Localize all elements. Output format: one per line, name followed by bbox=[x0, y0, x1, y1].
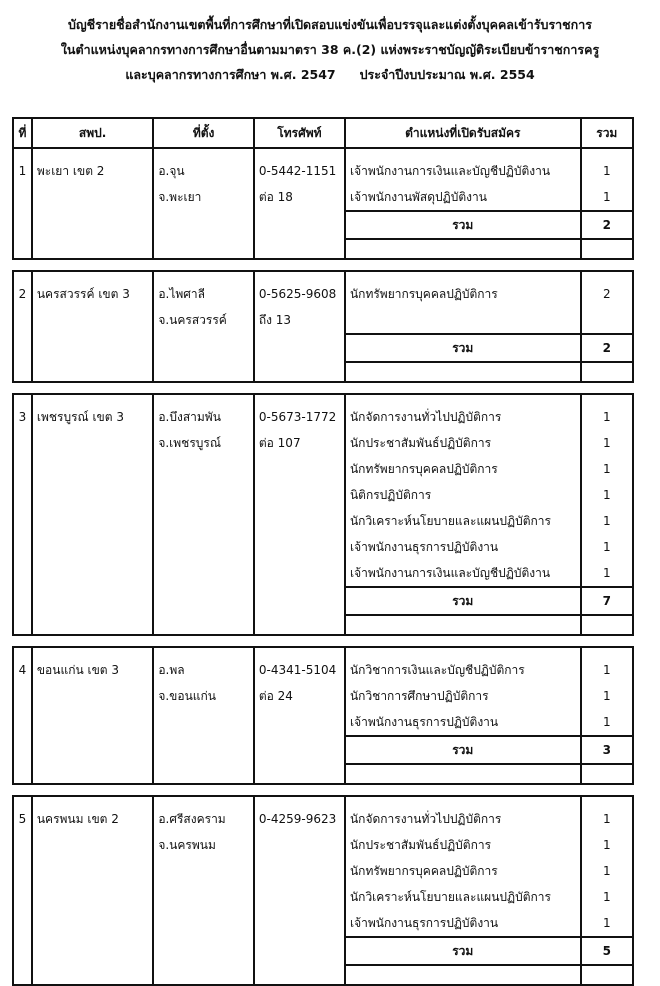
cell-position: นักวิเคราะห์นโยบายและแผนปฏิบัติการ bbox=[345, 508, 581, 534]
cell-office bbox=[32, 239, 153, 259]
cell-position bbox=[345, 239, 581, 259]
cell-phone bbox=[254, 508, 345, 534]
cell-position: นิติกรปฏิบัติการ bbox=[345, 482, 581, 508]
cell-location bbox=[153, 965, 254, 985]
cell-no bbox=[13, 587, 32, 615]
cell-phone bbox=[254, 615, 345, 635]
cell-count: 1 bbox=[581, 858, 633, 884]
cell-no bbox=[13, 560, 32, 587]
cell-location: จ.เพชรบูรณ์ bbox=[153, 430, 254, 456]
subtotal-value: 5 bbox=[581, 937, 633, 965]
cell-count: 1 bbox=[581, 647, 633, 683]
cell-phone: 0-5625-9608 bbox=[254, 271, 345, 307]
table-row bbox=[13, 482, 633, 508]
cell-office bbox=[32, 430, 153, 456]
cell-location: อ.พล bbox=[153, 647, 254, 683]
cell-position: เจ้าพนักงานธุรการปฏิบัติงาน bbox=[345, 910, 581, 937]
cell-office bbox=[32, 858, 153, 884]
col-header-office: สพป. bbox=[32, 118, 153, 148]
cell-office bbox=[32, 965, 153, 985]
cell-count: 1 bbox=[581, 560, 633, 587]
cell-office bbox=[32, 456, 153, 482]
cell-position bbox=[345, 307, 581, 334]
cell-location bbox=[153, 239, 254, 259]
table-row bbox=[13, 508, 633, 534]
cell-no: 3 bbox=[13, 394, 32, 430]
table-body bbox=[13, 148, 633, 985]
cell-location bbox=[153, 587, 254, 615]
group-separator bbox=[13, 635, 633, 647]
cell-no bbox=[13, 334, 32, 362]
cell-location: อ.จุน bbox=[153, 148, 254, 184]
spacer-row bbox=[13, 362, 633, 382]
table-row bbox=[13, 709, 633, 736]
cell-position: เจ้าพนักงานพัสดุปฏิบัติงาน bbox=[345, 184, 581, 211]
cell-office bbox=[32, 615, 153, 635]
cell-position: นักวิชาการศึกษาปฏิบัติการ bbox=[345, 683, 581, 709]
separator-cell bbox=[13, 382, 633, 394]
cell-phone bbox=[254, 239, 345, 259]
cell-location bbox=[153, 362, 254, 382]
cell-count bbox=[581, 615, 633, 635]
header-line-3 bbox=[0, 62, 660, 87]
offices-table bbox=[12, 117, 634, 986]
cell-phone bbox=[254, 832, 345, 858]
subtotal-label: รวม bbox=[345, 587, 581, 615]
cell-office bbox=[32, 832, 153, 858]
cell-position: เจ้าพนักงานธุรการปฏิบัติงาน bbox=[345, 709, 581, 736]
table-row bbox=[13, 430, 633, 456]
table-row bbox=[13, 307, 633, 334]
cell-office bbox=[32, 709, 153, 736]
cell-office bbox=[32, 910, 153, 937]
cell-location: อ.บึงสามพัน bbox=[153, 394, 254, 430]
col-header-no: ที่ bbox=[13, 118, 32, 148]
cell-count: 1 bbox=[581, 534, 633, 560]
cell-no bbox=[13, 764, 32, 784]
table-row bbox=[13, 148, 633, 184]
table-row bbox=[13, 796, 633, 832]
cell-count: 1 bbox=[581, 430, 633, 456]
subtotal-row bbox=[13, 587, 633, 615]
cell-no bbox=[13, 362, 32, 382]
subtotal-value: 2 bbox=[581, 334, 633, 362]
cell-location bbox=[153, 534, 254, 560]
cell-office bbox=[32, 764, 153, 784]
subtotal-value: 2 bbox=[581, 211, 633, 239]
separator-cell bbox=[13, 635, 633, 647]
cell-count: 1 bbox=[581, 456, 633, 482]
cell-no bbox=[13, 937, 32, 965]
cell-phone bbox=[254, 910, 345, 937]
cell-count: 1 bbox=[581, 832, 633, 858]
cell-phone bbox=[254, 456, 345, 482]
cell-no bbox=[13, 736, 32, 764]
col-header-count: รวม bbox=[581, 118, 633, 148]
cell-phone: 0-5673-1772 bbox=[254, 394, 345, 430]
cell-location bbox=[153, 334, 254, 362]
cell-phone bbox=[254, 587, 345, 615]
cell-office bbox=[32, 211, 153, 239]
cell-no: 2 bbox=[13, 271, 32, 307]
cell-count: 1 bbox=[581, 394, 633, 430]
col-header-phone: โทรศัพท์ bbox=[254, 118, 345, 148]
table-row bbox=[13, 271, 633, 307]
cell-no bbox=[13, 709, 32, 736]
cell-office bbox=[32, 736, 153, 764]
cell-location bbox=[153, 736, 254, 764]
cell-phone bbox=[254, 937, 345, 965]
table-row bbox=[13, 832, 633, 858]
group-separator bbox=[13, 259, 633, 271]
cell-position: เจ้าพนักงานธุรการปฏิบัติงาน bbox=[345, 534, 581, 560]
cell-office bbox=[32, 508, 153, 534]
cell-position: นักทรัพยากรบุคคลปฏิบัติการ bbox=[345, 456, 581, 482]
cell-count: 1 bbox=[581, 683, 633, 709]
cell-position: นักทรัพยากรบุคคลปฏิบัติการ bbox=[345, 858, 581, 884]
spacer-row bbox=[13, 965, 633, 985]
subtotal-label: รวม bbox=[345, 211, 581, 239]
cell-location bbox=[153, 910, 254, 937]
col-header-position: ตำแหน่งที่เปิดรับสมัคร bbox=[345, 118, 581, 148]
cell-position bbox=[345, 362, 581, 382]
cell-office bbox=[32, 307, 153, 334]
cell-phone: 0-4341-5104 bbox=[254, 647, 345, 683]
table-row bbox=[13, 560, 633, 587]
cell-count: 1 bbox=[581, 709, 633, 736]
cell-count: 1 bbox=[581, 884, 633, 910]
subtotal-label: รวม bbox=[345, 937, 581, 965]
cell-phone bbox=[254, 211, 345, 239]
cell-phone bbox=[254, 362, 345, 382]
spacer-row bbox=[13, 239, 633, 259]
subtotal-row bbox=[13, 937, 633, 965]
cell-location bbox=[153, 709, 254, 736]
cell-phone: 0-4259-9623 bbox=[254, 796, 345, 832]
cell-no bbox=[13, 832, 32, 858]
cell-position: เจ้าพนักงานการเงินและบัญชีปฏิบัติงาน bbox=[345, 560, 581, 587]
cell-position bbox=[345, 764, 581, 784]
cell-count bbox=[581, 362, 633, 382]
cell-phone: ต่อ 24 bbox=[254, 683, 345, 709]
cell-location: อ.ไพศาลี bbox=[153, 271, 254, 307]
cell-position: นักทรัพยากรบุคคลปฏิบัติการ bbox=[345, 271, 581, 307]
table-row bbox=[13, 534, 633, 560]
cell-no bbox=[13, 456, 32, 482]
cell-position: นักวิเคราะห์นโยบายและแผนปฏิบัติการ bbox=[345, 884, 581, 910]
cell-phone bbox=[254, 560, 345, 587]
cell-no bbox=[13, 184, 32, 211]
cell-location bbox=[153, 560, 254, 587]
cell-count: 1 bbox=[581, 482, 633, 508]
cell-phone bbox=[254, 884, 345, 910]
cell-no bbox=[13, 307, 32, 334]
header-line-3a: และบุคลากรทางการศึกษา พ.ศ. 2547 bbox=[125, 67, 336, 82]
cell-location: จ.พะเยา bbox=[153, 184, 254, 211]
cell-office bbox=[32, 587, 153, 615]
cell-phone bbox=[254, 334, 345, 362]
group-separator bbox=[13, 382, 633, 394]
cell-no bbox=[13, 239, 32, 259]
cell-no bbox=[13, 211, 32, 239]
header-line-3b: ประจำปีงบประมาณ พ.ศ. 2554 bbox=[359, 67, 535, 82]
cell-phone bbox=[254, 965, 345, 985]
cell-phone bbox=[254, 858, 345, 884]
cell-no bbox=[13, 430, 32, 456]
cell-no: 1 bbox=[13, 148, 32, 184]
subtotal-value: 7 bbox=[581, 587, 633, 615]
cell-office: นครพนม เขต 2 bbox=[32, 796, 153, 832]
table-row bbox=[13, 647, 633, 683]
cell-location bbox=[153, 937, 254, 965]
table-row bbox=[13, 394, 633, 430]
cell-position: นักจัดการงานทั่วไปปฏิบัติการ bbox=[345, 394, 581, 430]
cell-office bbox=[32, 560, 153, 587]
col-header-location: ที่ตั้ง bbox=[153, 118, 254, 148]
cell-no: 4 bbox=[13, 647, 32, 683]
cell-phone: ถึง 13 bbox=[254, 307, 345, 334]
table-row bbox=[13, 910, 633, 937]
cell-no bbox=[13, 858, 32, 884]
subtotal-row bbox=[13, 211, 633, 239]
cell-count bbox=[581, 764, 633, 784]
separator-cell bbox=[13, 259, 633, 271]
header-line-1: บัญชีรายชื่อสำนักงานเขตพื้นที่การศึกษาที่เปิดสอบแข่งขันเพื่อบรรจุและแต่งตั้งบุคคลเข้ารับราชการ bbox=[68, 17, 592, 32]
subtotal-label: รวม bbox=[345, 334, 581, 362]
cell-location bbox=[153, 858, 254, 884]
cell-count: 1 bbox=[581, 184, 633, 211]
cell-count bbox=[581, 239, 633, 259]
cell-phone: ต่อ 18 bbox=[254, 184, 345, 211]
subtotal-row bbox=[13, 334, 633, 362]
group-separator bbox=[13, 784, 633, 796]
spacer-row bbox=[13, 615, 633, 635]
subtotal-label: รวม bbox=[345, 736, 581, 764]
cell-phone bbox=[254, 534, 345, 560]
cell-position: เจ้าพนักงานการเงินและบัญชีปฏิบัติงาน bbox=[345, 148, 581, 184]
cell-position: นักประชาสัมพันธ์ปฏิบัติการ bbox=[345, 832, 581, 858]
subtotal-value: 3 bbox=[581, 736, 633, 764]
cell-location: จ.นครพนม bbox=[153, 832, 254, 858]
cell-office bbox=[32, 334, 153, 362]
document-header bbox=[0, 12, 660, 87]
spacer-row bbox=[13, 764, 633, 784]
subtotal-row bbox=[13, 736, 633, 764]
cell-phone: 0-5442-1151 bbox=[254, 148, 345, 184]
cell-office bbox=[32, 482, 153, 508]
cell-no bbox=[13, 615, 32, 635]
table-row bbox=[13, 456, 633, 482]
table-row bbox=[13, 184, 633, 211]
cell-count: 2 bbox=[581, 271, 633, 307]
cell-position: นักจัดการงานทั่วไปปฏิบัติการ bbox=[345, 796, 581, 832]
cell-location bbox=[153, 456, 254, 482]
cell-no bbox=[13, 534, 32, 560]
cell-position bbox=[345, 615, 581, 635]
cell-location: จ.นครสวรรค์ bbox=[153, 307, 254, 334]
cell-no bbox=[13, 482, 32, 508]
cell-position bbox=[345, 965, 581, 985]
cell-count: 1 bbox=[581, 148, 633, 184]
header-line-2: ในตำแหน่งบุคลากรทางการศึกษาอื่นตามมาตรา 38 ค.(2) แห่งพระราชบัญญัติระเบียบข้าราชการครู bbox=[60, 42, 600, 57]
cell-position: นักวิชาการเงินและบัญชีปฏิบัติการ bbox=[345, 647, 581, 683]
cell-count: 1 bbox=[581, 508, 633, 534]
separator-cell bbox=[13, 784, 633, 796]
cell-phone bbox=[254, 736, 345, 764]
table-row bbox=[13, 858, 633, 884]
cell-office bbox=[32, 683, 153, 709]
cell-office bbox=[32, 184, 153, 211]
cell-location: อ.ศรีสงคราม bbox=[153, 796, 254, 832]
cell-location bbox=[153, 884, 254, 910]
cell-no: 5 bbox=[13, 796, 32, 832]
cell-office: เพชรบูรณ์ เขต 3 bbox=[32, 394, 153, 430]
cell-no bbox=[13, 884, 32, 910]
table-row bbox=[13, 683, 633, 709]
cell-position: นักประชาสัมพันธ์ปฏิบัติการ bbox=[345, 430, 581, 456]
cell-no bbox=[13, 965, 32, 985]
cell-location bbox=[153, 482, 254, 508]
cell-office bbox=[32, 534, 153, 560]
cell-phone bbox=[254, 764, 345, 784]
cell-count bbox=[581, 965, 633, 985]
cell-phone bbox=[254, 482, 345, 508]
cell-office bbox=[32, 937, 153, 965]
cell-office: พะเยา เขต 2 bbox=[32, 148, 153, 184]
cell-office bbox=[32, 884, 153, 910]
cell-no bbox=[13, 910, 32, 937]
cell-phone bbox=[254, 709, 345, 736]
cell-location bbox=[153, 764, 254, 784]
cell-location bbox=[153, 211, 254, 239]
cell-office: นครสวรรค์ เขต 3 bbox=[32, 271, 153, 307]
cell-count: 1 bbox=[581, 796, 633, 832]
cell-location bbox=[153, 508, 254, 534]
cell-office: ขอนแก่น เขต 3 bbox=[32, 647, 153, 683]
cell-no bbox=[13, 508, 32, 534]
table-header-row bbox=[13, 118, 633, 148]
cell-location bbox=[153, 615, 254, 635]
cell-count bbox=[581, 307, 633, 334]
cell-location: จ.ขอนแก่น bbox=[153, 683, 254, 709]
cell-count: 1 bbox=[581, 910, 633, 937]
cell-no bbox=[13, 683, 32, 709]
table-row bbox=[13, 884, 633, 910]
cell-office bbox=[32, 362, 153, 382]
cell-phone: ต่อ 107 bbox=[254, 430, 345, 456]
